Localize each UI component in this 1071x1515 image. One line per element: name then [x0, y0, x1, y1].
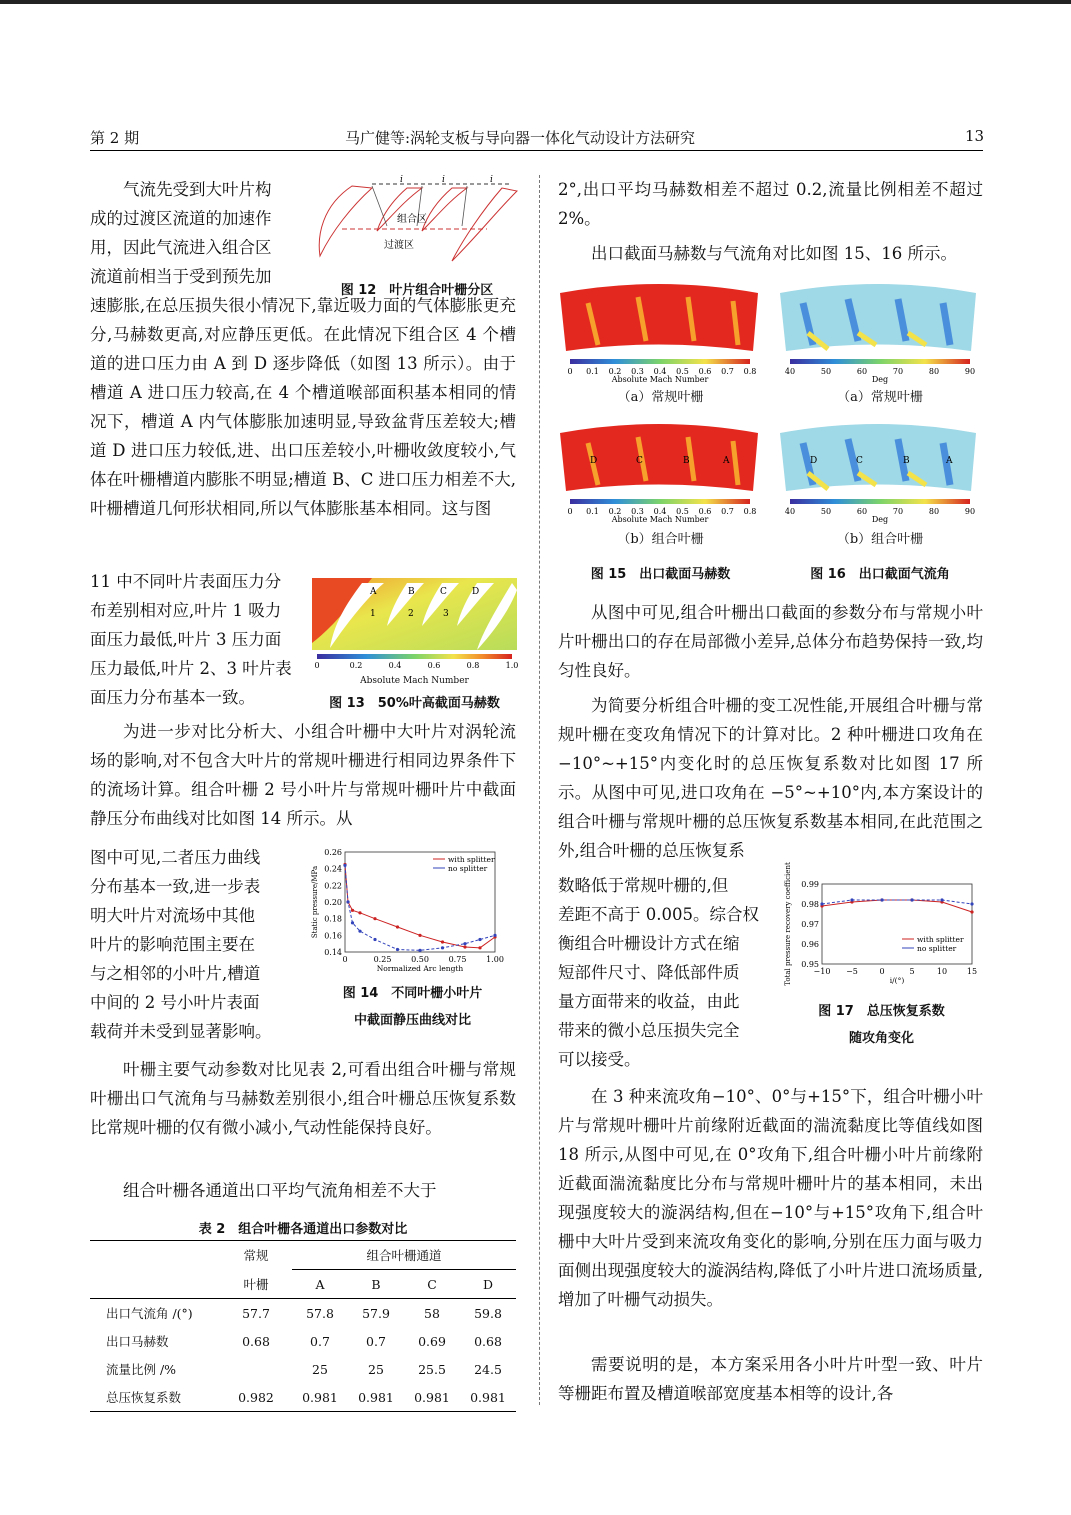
colorbar-tick: 0.6	[698, 367, 712, 376]
data-point	[493, 934, 496, 937]
blade-zone-diagram	[312, 176, 522, 271]
colorbar-tick: 0.3	[631, 507, 644, 516]
table2-caption: 表 2 组合叶栅各通道出口参数对比	[198, 1222, 408, 1237]
text-line: 11 中不同叶片表面压力分	[90, 572, 282, 591]
text-line: 载荷并未受到显著影响。	[90, 1022, 272, 1041]
colorbar-tick: 80	[928, 367, 940, 376]
colorbar-tick: 0.6	[427, 661, 441, 670]
top-rule	[0, 0, 1071, 4]
y-axis-label: Static pressure/MPa	[311, 865, 319, 939]
channel-label: C	[856, 456, 863, 466]
table-cell: 25	[368, 1361, 384, 1377]
page-number: 13	[965, 127, 985, 145]
colorbar-tick: 70	[892, 367, 904, 376]
y-tick-label: 0.24	[324, 864, 342, 874]
text-line: 图中可见,二者压力曲线	[90, 848, 261, 867]
colorbar-tick: 0.4	[653, 367, 667, 376]
x-axis-label: Normalized Arc length	[376, 964, 464, 973]
issue-label: 第 2 期	[90, 129, 140, 147]
fig13-colorbar-title: Absolute Mach Number	[360, 676, 469, 686]
fig12-mark: i	[400, 175, 403, 185]
fig14-caption-2: 中截面静压曲线对比	[353, 1013, 471, 1028]
data-point	[820, 902, 823, 905]
figure-13	[312, 578, 517, 711]
data-point	[418, 949, 421, 952]
colorbar-tick: 0.5	[676, 507, 689, 516]
text-line: 压力最低,叶片 2、3 叶片表	[90, 659, 292, 678]
table-cell: 出口马赫数	[106, 1334, 169, 1349]
data-point	[351, 921, 354, 924]
fig15-caption: 图 15 出口截面马赫数	[590, 567, 731, 582]
static-pressure-chart	[305, 846, 520, 976]
text-line: 面压力最低,叶片 3 压力面	[90, 630, 282, 649]
data-point	[396, 948, 399, 951]
table-cell: 0.68	[474, 1333, 502, 1349]
y-tick-label: 0.14	[324, 948, 342, 957]
text-line: 数略低于常规叶栅的,但	[558, 876, 729, 895]
text-line: 气流先受到大叶片构	[123, 180, 272, 199]
y-tick-label: 0.22	[324, 881, 342, 891]
colorbar-tick: 0.1	[586, 367, 599, 376]
left-para1-body: 速膨胀,在总压损失很小情况下,靠近吸力面的气体膨胀更充分,马赫数更高,对应静压更低。在此情况下组合区 4 个槽道的进口压力由 A 到 D 逐步降低（如图 13 所示）。由于槽道 A 进口压力较高,在 4 个槽道喉部面积基本相同的情况下，槽道 A 内气体膨胀加速明显,导致盆背压差较大;槽道 D 进口压力较低,进、出口压差较小,叶栅收敛度较小,气体在叶栅槽道内膨胀不明显;槽道 B、C 进口压力相差不大,叶栅槽道几何形状相同,所以气体膨胀基本相同。这与图	[90, 296, 516, 518]
text-line: 差距不高于 0.005。综合权	[558, 905, 759, 924]
table-cell: 57.9	[362, 1305, 390, 1321]
legend-label: no splitter	[448, 864, 488, 873]
table-row	[90, 1299, 516, 1328]
data-point	[373, 917, 376, 920]
table-row	[90, 1383, 516, 1411]
fig17-caption-2: 随攻角变化	[848, 1031, 914, 1046]
colorbar-tick: 0.4	[388, 661, 402, 670]
x-tick-label: 0	[879, 967, 885, 976]
right-para6: 需要说明的是，本方案采用各小叶片叶型一致、叶片等栅距布置及槽道喉部宽度基本相等的设计,各	[558, 1355, 983, 1403]
data-point	[478, 946, 481, 949]
figure-17	[780, 862, 983, 1046]
x-tick-label: 0.75	[448, 955, 467, 964]
series-line	[822, 900, 972, 912]
y-tick-label: 0.99	[801, 880, 819, 889]
colorbar-tick: 80	[928, 507, 940, 516]
figures-15-16	[558, 283, 983, 583]
data-point	[441, 946, 444, 949]
colorbar-tick: 60	[856, 507, 868, 516]
left-para2: 为进一步对比分析大、小组合叶栅中大叶片对涡轮流场的影响,对不包含大叶片的常规叶栅进行相同边界条件下的流场计算。组合叶栅 2 号小叶片与常规叶栅叶片中截面静压分布曲线对比如图 14 所示。从	[90, 722, 516, 828]
text-line: 量方面带来的收益，由此	[558, 992, 740, 1011]
table-cell: 0.69	[418, 1333, 446, 1349]
fig15a-label: （a）常规叶栅	[617, 390, 704, 405]
fig16-caption: 图 16 出口截面气流角	[810, 567, 950, 582]
table-head: B	[371, 1276, 381, 1292]
y-tick-label: 0.20	[324, 898, 342, 907]
x-tick-label: 5	[909, 967, 915, 976]
blade-label: 3	[443, 609, 449, 619]
colorbar-tick: 70	[892, 507, 904, 516]
channel-label: A	[723, 456, 730, 466]
blade-label: 2	[408, 609, 414, 619]
combo-zone-label: 组合区	[397, 214, 427, 225]
colorbar-tick: 0.6	[698, 507, 712, 516]
data-point	[478, 938, 481, 941]
table-row	[90, 1355, 516, 1383]
colorbar-tick: 0	[567, 507, 573, 516]
text-line: 与之相邻的小叶片,槽道	[90, 964, 261, 983]
figure-12	[312, 176, 522, 296]
right-para4-tail	[558, 871, 773, 1074]
data-point	[940, 898, 943, 901]
table-cell: 0.981	[470, 1389, 506, 1405]
data-point	[343, 864, 346, 867]
text-line: 成的过渡区流道的加速作	[90, 209, 272, 228]
table-cell: 0.7	[366, 1333, 386, 1349]
colorbar-tick: 0.1	[586, 507, 599, 516]
running-title: 马广健等:涡轮支板与导向器一体化气动设计方法研究	[345, 129, 696, 147]
table-cell: 58	[424, 1305, 440, 1321]
fig13-caption: 图 13 50%叶高截面马赫数	[329, 696, 500, 711]
data-point	[970, 910, 973, 913]
table-2	[90, 1240, 516, 1412]
colorbar-tick: 0.4	[653, 507, 667, 516]
x-tick-label: 0.50	[411, 955, 429, 964]
x-tick-label: 15	[966, 967, 978, 976]
colorbar-tick: 90	[964, 367, 976, 376]
text-line: 叶片的影响范围主要在	[90, 935, 255, 954]
data-point	[351, 909, 354, 912]
colorbar-title: Absolute Mach Number	[611, 515, 709, 524]
data-point	[418, 934, 421, 937]
data-point	[880, 898, 883, 901]
fig12-caption: 图 12 叶片组合叶栅分区	[340, 283, 494, 298]
x-tick-label: 10	[936, 967, 948, 976]
table-head: A	[315, 1276, 325, 1292]
text-line: 用，因此气流进入组合区	[90, 238, 272, 257]
fig12-mark: i	[490, 175, 493, 185]
channel-label: D	[810, 456, 818, 466]
table-cell: 57.8	[306, 1305, 334, 1321]
x-tick-label: 0	[342, 955, 348, 964]
header-rule	[90, 150, 983, 151]
fig17-caption-1: 图 17 总压恢复系数	[818, 1004, 945, 1019]
data-point	[396, 925, 399, 928]
fig16a-label: （a）常规叶栅	[837, 390, 923, 405]
channel-label: B	[408, 587, 415, 597]
channel-label: B	[683, 456, 690, 466]
right-para2: 出口截面马赫数与气流角对比如图 15、16 所示。	[591, 244, 957, 263]
data-point	[463, 945, 466, 948]
text-line: 短部件尺寸、降低部件质	[558, 963, 740, 982]
y-tick-label: 0.18	[324, 914, 342, 924]
y-tick-label: 0.97	[801, 920, 819, 929]
fig12-mark: i	[442, 175, 445, 185]
transition-zone-label: 过渡区	[384, 240, 414, 251]
table-cell: 24.5	[474, 1361, 502, 1377]
channel-label: B	[903, 456, 910, 466]
table-cell: 0.982	[238, 1389, 274, 1405]
fig15b-label: （b）组合叶栅	[617, 532, 704, 547]
blade-label: 1	[370, 609, 376, 619]
left-para2-tail	[90, 843, 300, 1046]
x-tick-label: 1.00	[486, 955, 504, 964]
left-para1-tail	[90, 567, 305, 712]
fig14-caption-1: 图 14 不同叶栅小叶片	[342, 986, 483, 1001]
channel-label: A	[370, 587, 377, 597]
table-head: 叶栅	[243, 1276, 269, 1292]
x-tick-label: −10	[813, 967, 831, 976]
data-point	[970, 902, 973, 905]
data-point	[910, 898, 913, 901]
y-tick-label: 0.98	[801, 900, 819, 909]
colorbar-tick: 0.8	[466, 661, 480, 670]
table-cell: 出口气流角 /(°)	[106, 1306, 193, 1321]
text-line: 面压力分布基本一致。	[90, 688, 255, 707]
left-para1-lines	[90, 175, 310, 291]
colorbar-title: Absolute Mach Number	[611, 375, 709, 384]
data-point	[850, 898, 853, 901]
table-cell: 0.68	[242, 1333, 270, 1349]
text-line: 可以接受。	[558, 1050, 641, 1069]
colorbar-tick: 0	[314, 661, 320, 670]
series-line	[345, 865, 495, 950]
y-tick-label: 0.96	[801, 940, 819, 949]
text-line: 衡组合叶栅设计方式在缩	[558, 934, 740, 953]
colorbar-tick: 0.5	[676, 367, 689, 376]
y-tick-label: 0.16	[324, 931, 342, 941]
colorbar-tick: 0.2	[349, 661, 363, 670]
colorbar-title: Deg	[871, 375, 889, 384]
total-pressure-recovery-chart	[780, 862, 983, 986]
text-line: 带来的微小总压损失完全	[558, 1021, 740, 1040]
legend-label: with splitter	[448, 855, 495, 864]
fig16b-label: （b）组合叶栅	[836, 532, 924, 547]
x-tick-label: −5	[846, 967, 858, 976]
table2-grid	[90, 1241, 516, 1411]
text-line: 流道前相当于受到预先加	[90, 267, 272, 286]
table-cell: 0.981	[414, 1389, 450, 1405]
table-head: D	[482, 1276, 494, 1292]
column-divider	[539, 175, 540, 1405]
colorbar-tick: 0.7	[721, 507, 734, 516]
text-line: 明大叶片对流场中其他	[90, 906, 255, 925]
legend-label: no splitter	[917, 944, 957, 953]
table-cell: 0.7	[310, 1333, 330, 1349]
left-para3: 叶栅主要气动参数对比见表 2,可看出组合叶栅与常规叶栅出口气流角与马赫数差别很小,组合叶栅总压恢复系数比常规叶栅的仅有微小减小,气动性能保持良好。	[90, 1060, 516, 1137]
text-line: 分布基本一致,进一步表	[90, 877, 261, 896]
table-cell: 59.8	[474, 1305, 502, 1321]
mach-contour-50pct	[312, 578, 517, 678]
table-head: 组合叶栅通道	[292, 1241, 516, 1270]
colorbar-tick: 40	[784, 507, 796, 516]
colorbar-tick: 50	[820, 367, 832, 376]
table-cell: 25.5	[418, 1361, 446, 1377]
colorbar-tick: 0.8	[743, 507, 757, 516]
colorbar-tick: 0.2	[608, 507, 622, 516]
left-para4: 组合叶栅各通道出口平均气流角相差不大于	[123, 1181, 437, 1200]
table-cell	[220, 1355, 292, 1383]
right-para4: 为简要分析组合叶栅的变工况性能,开展组合叶栅与常规叶栅在变攻角情况下的计算对比。2 种叶栅进口攻角在 −10°~+15°内变化时的总压恢复系数对比如图 17 所示。从图中可见,进口攻角在 −5°~+10°内,本方案设计的组合叶栅与常规叶栅的总压恢复系数基本相同,在此范围之外,组合叶栅的总压恢复系	[558, 696, 983, 860]
colorbar-title: Deg	[871, 515, 889, 524]
figure-14	[305, 846, 520, 1028]
right-para1: 2°,出口平均马赫数相差不超过 0.2,流量比例相差不超过 2%。	[558, 180, 983, 228]
x-tick-label: 0.25	[373, 955, 392, 964]
colorbar-tick: 0.2	[608, 367, 622, 376]
channel-label: C	[440, 587, 447, 597]
legend-label: with splitter	[917, 935, 964, 944]
right-para3: 从图中可见,组合叶栅出口截面的参数分布与常规小叶片叶栅出口的存在局部微小差异,总体分布趋势保持一致,均匀性良好。	[558, 603, 983, 680]
right-para5: 在 3 种来流攻角−10°、0°与+15°下，组合叶栅小叶片与常规叶栅叶片前缘附近截面的湍流黏度比等值线如图 18 所示,从图中可见,在 0°攻角下,组合叶栅小叶片前缘附近截面湍流黏度比分布与常规叶栅叶片的基本相同，未出现强度较大的漩涡结构,但在−10°与+15°攻角下,组合叶栅中大叶片受到来流攻角变化的影响,分别在压力面与吸力面侧出现强度较大的漩涡结构,降低了小叶片进口流场质量,增加了叶栅气动损失。	[558, 1087, 983, 1309]
x-axis-label: i/(°)	[889, 976, 905, 985]
channel-label: D	[472, 587, 480, 597]
text-line: 中间的 2 号小叶片表面	[90, 993, 260, 1012]
colorbar-tick: 90	[964, 507, 976, 516]
table-head: 常规	[243, 1248, 269, 1264]
colorbar-tick: 1.0	[505, 661, 519, 670]
text-line: 布差别相对应,叶片 1 吸力	[90, 601, 282, 620]
table-head: C	[427, 1276, 437, 1292]
channel-label: A	[946, 456, 953, 466]
colorbar-tick: 0	[567, 367, 573, 376]
table-cell: 流量比例 /%	[106, 1362, 177, 1377]
channel-label: D	[590, 456, 598, 466]
table-row	[90, 1327, 516, 1355]
table-cell: 0.981	[358, 1389, 394, 1405]
data-point	[373, 938, 376, 941]
data-point	[346, 900, 349, 903]
y-tick-label: 0.95	[801, 960, 819, 969]
data-point	[358, 911, 361, 914]
colorbar-tick: 0.7	[721, 367, 734, 376]
table-cell: 25	[312, 1361, 328, 1377]
data-point	[358, 930, 361, 933]
table-cell: 57.7	[242, 1305, 270, 1321]
data-point	[441, 940, 444, 943]
channel-label: C	[636, 456, 643, 466]
colorbar-tick: 60	[856, 367, 868, 376]
exit-contours	[558, 283, 983, 528]
colorbar-tick: 50	[820, 507, 832, 516]
data-point	[463, 942, 466, 945]
table-cell: 总压恢复系数	[106, 1390, 182, 1405]
colorbar-tick: 0.3	[631, 367, 644, 376]
y-tick-label: 0.26	[324, 848, 342, 857]
colorbar-tick: 0.8	[743, 367, 757, 376]
colorbar-tick: 40	[784, 367, 796, 376]
y-axis-label: Total pressure recovery coefficient	[784, 862, 792, 986]
table-cell: 0.981	[302, 1389, 338, 1405]
